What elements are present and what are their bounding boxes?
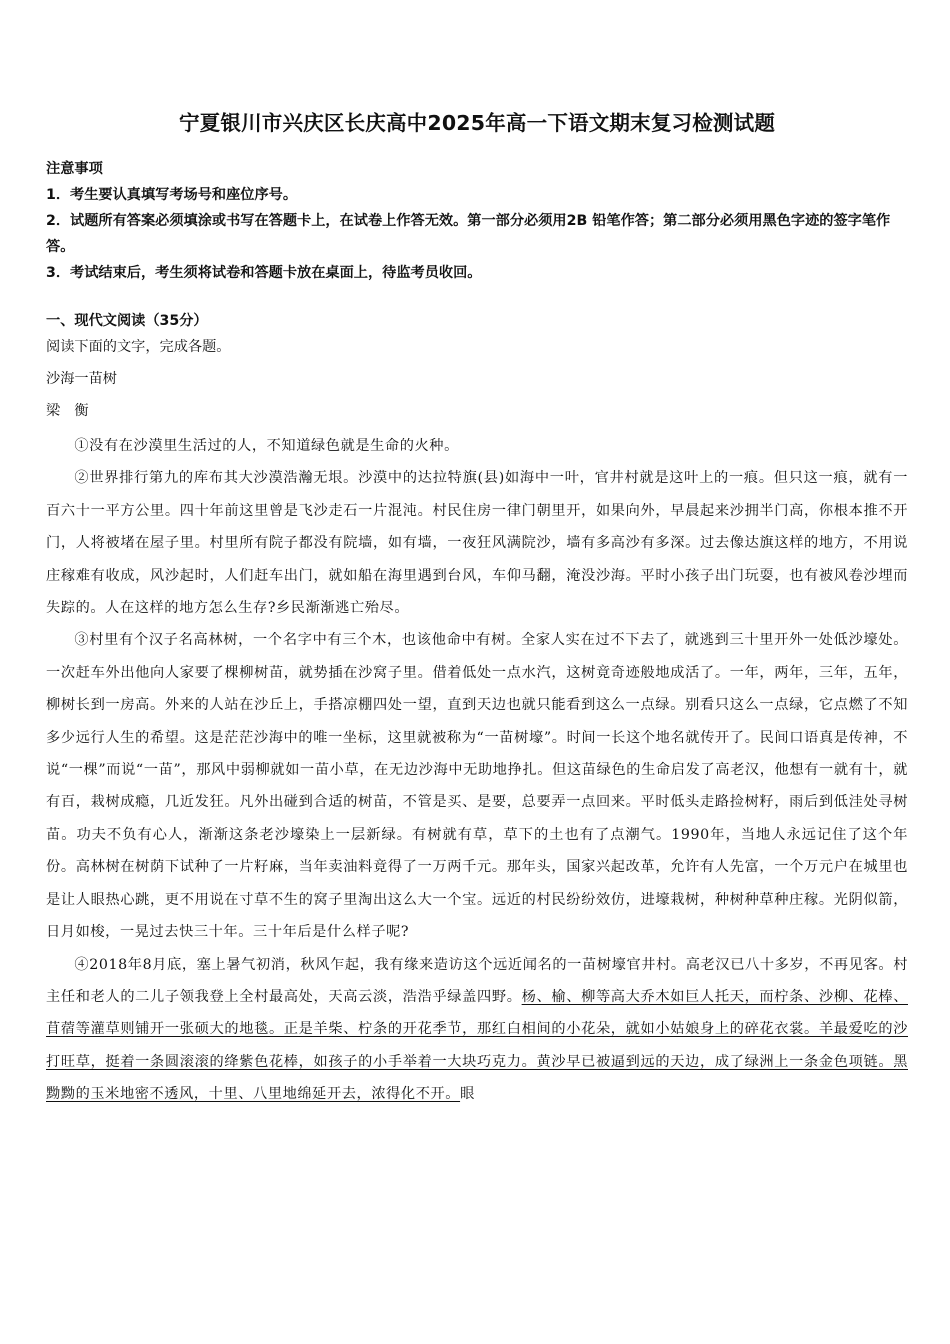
paragraph-4: [46, 949, 908, 1111]
paragraph-1: ①没有在沙漠里生活过的人，不知道绿色就是生命的火种。: [74, 438, 459, 454]
notice-block: [46, 156, 908, 286]
paragraph-4-lead: ④2018年8月底，塞上暑气初消，秋风乍起，我有缘来造访这个远近闻名的一苗树壕官井村。高老汉已八十多岁，不再见客。村主任和老人的二儿子领我登上全村最高处，天高云淡，浩浩乎绿盖四野。: [46, 956, 908, 1005]
article-author: 梁 衡: [46, 403, 89, 419]
exam-page: [46, 108, 908, 1111]
paragraph-2: ②世界排行第九的库布其大沙漠浩瀚无垠。沙漠中的达拉特旗(县)如海中一叶，官井村就是这叶上的一痕。但只这一痕，就有一百六十一平方公里。四十年前这里曾是飞沙走石一片混沌。村民住房一律门朝里开，如果向外，早晨起来沙拥半门高，你根本推不开门，人将被堵在屋子里。村里所有院子都没有院墙，如有墙，一夜狂风满院沙，墙有多高沙有多深。过去像达旗这样的地方，不用说庄稼难有收成，风沙起时，人们赶车出门，就如船在海里遇到台风，车仰马翻，淹没沙海。平时小孩子出门玩耍，也有被风卷沙埋而失踪的。人在这样的地方怎么生存?乡民渐渐逃亡殆尽。: [46, 470, 908, 617]
article-title: 沙海一苗树: [46, 371, 117, 387]
notice-item-1: 1．考生要认真填写考场号和座位序号。: [46, 187, 298, 203]
underlined-passage: 杨、榆、柳等高大乔木如巨人托天，而柠条、沙柳、花棒、苜蓿等灌草则铺开一张硕大的地毯。正是羊柴、柠条的开花季节，那红白相间的小花朵，就如小姑娘身上的碎花衣裳。羊最爱吃的沙打旺草，挺着一条圆滚滚的绛紫色花棒，如孩子的小手举着一大块巧克力。黄沙早已被逼到远的天边，成了绿洲上一条金色项链。黑黝黝的玉米地密不透风，十里、八里地绵延开去，浓得化不开。: [46, 988, 908, 1103]
notice-item-2: 2．试题所有答案必须填涂或书写在答题卡上，在试卷上作答无效。第一部分必须用2B 铅笔作答；第二部分必须用黑色字迹的签字笔作答。: [46, 213, 891, 255]
section-instruction: 阅读下面的文字，完成各题。: [46, 339, 231, 355]
notice-heading: 注意事项: [46, 161, 103, 177]
paragraph-4-tail: 眼: [460, 1086, 475, 1103]
section-heading: 一、现代文阅读（35分）: [46, 313, 208, 329]
notice-item-3: 3．考试结束后，考生须将试卷和答题卡放在桌面上，待监考员收回。: [46, 265, 482, 281]
exam-title: 宁夏银川市兴庆区长庆高中2025年高一下语文期末复习检测试题: [178, 111, 776, 135]
paragraph-3: ③村里有个汉子名高林树，一个名字中有三个木，也该他命中有树。全家人实在过不下去了，就逃到三十里开外一处低沙壕处。一次赶车外出他向人家要了棵柳树苗，就势插在沙窝子里。借着低处一点水汽，这树竟奇迹般地成活了。一年，两年，三年，五年，柳树长到一房高。外来的人站在沙丘上，手搭凉棚四处一望，直到天边也就只能看到这么一点绿。别看只这么一点绿，它点燃了不知多少远行人生的希望。这是茫茫沙海中的唯一坐标，这里就被称为“一苗树壕”。时间一长这个地名就传开了。民间口语真是传神，不说“一棵”而说“一苗”，那风中弱柳就如一苗小草，在无边沙海中无助地挣扎。但这苗绿色的生命启发了高老汉，他想有一就有十，就有百，栽树成瘾，几近发狂。凡外出碰到合适的树苗，不管是买、是要，总要弄一点回来。平时低头走路捡树籽，雨后到低洼处寻树苗。功夫不负有心人，渐渐这条老沙壕染上一层新绿。有树就有草，草下的土也有了点潮气。1990年，当地人永远记住了这个年份。高林树在树荫下试种了一片籽麻，当年卖油料竟得了一万两千元。那年头，国家兴起改革，允许有人先富，一个万元户在城里也是让人眼热心跳，更不用说在寸草不生的窝子里淘出这么大一个宝。远近的村民纷纷效仿，进壕栽树，种树种草种庄稼。光阴似箭，日月如梭，一晃过去快三十年。三十年后是什么样子呢?: [46, 632, 908, 941]
